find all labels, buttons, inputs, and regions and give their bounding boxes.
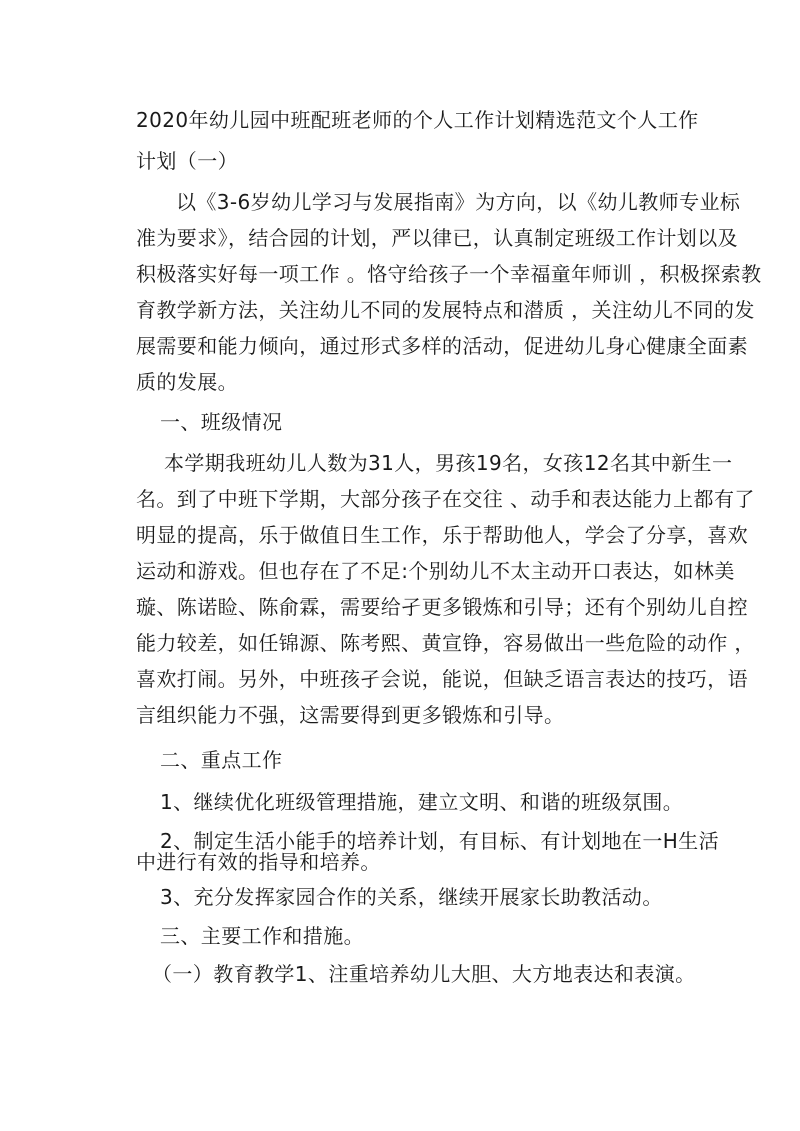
section-1-line-2: 名。到了中班下学期，大部分孩子在交往 、动手和表达能力上都有了 — [136, 487, 755, 511]
intro-line-3: 积极落实好每一项工作 。恪守给孩子一个幸福童年师训 ，积极探索教 — [136, 262, 762, 286]
section-2-item-2-line-2: 中进行有效的指导和培养。 — [136, 850, 381, 874]
section-1-line-1: 本学期我班幼儿人数为31人，男孩19名，女孩12名其中新生一 — [164, 451, 733, 475]
intro-line-4: 育教学新方法，关注幼儿不同的发展特点和潜质 ，关注幼儿不同的发 — [136, 298, 755, 322]
intro-line-6: 质的发展。 — [136, 370, 238, 394]
section-3-item-1: （一）教育教学1、注重培养幼儿大胆、大方地表达和表演。 — [152, 962, 696, 986]
document-title-line-1: 2020年幼儿园中班配班老师的个人工作计划精选范文个人工作 — [136, 108, 699, 132]
section-1-line-6: 能力较差，如任锦源、陈考熙、黄宣铮，容易做出一些危险的动作 ， — [136, 631, 755, 655]
section-2-item-3: 3、充分发挥家园合作的关系，继续开展家长助教活动。 — [160, 885, 663, 909]
document-title-line-2: 计划（一） — [136, 149, 238, 173]
section-3-heading: 三、主要工作和措施。 — [160, 924, 364, 948]
section-2-heading: 二、重点工作 — [160, 748, 283, 772]
section-1-line-7: 喜欢打闹。另外，中班孩孑会说，能说，但缺乏语言表达的技巧，语 — [136, 667, 748, 691]
section-2-item-2-line-1: 2、制定生活小能手的培养计划，有目标、有计划地在一H生活 — [160, 829, 719, 853]
intro-line-1: 以《3-6岁幼儿学习与发展指南》为方向，以《幼儿教师专业标 — [176, 190, 741, 214]
section-1-line-5: 璇、陈诺睑、陈俞霖，需要给孑更多锻炼和引导；还有个别幼儿自控 — [136, 595, 748, 619]
section-2-item-1: 1、继续优化班级管理措施，建立文明、和谐的班级氛围。 — [160, 790, 684, 814]
intro-line-5: 展需要和能力倾向，通过形式多样的活动，促进幼儿身心健康全面素 — [136, 334, 748, 358]
section-1-line-8: 言组织能力不强，这需要得到更多锻炼和引导。 — [136, 703, 565, 727]
intro-line-2: 准为要求》，结合园的计划，严以律已，认真制定班级工作计划以及 — [136, 226, 738, 250]
section-1-heading: 一、班级情况 — [160, 410, 283, 434]
section-1-line-4: 运动和游戏。但也存在了不足:个别幼儿不太主动开口表达，如林美 — [136, 559, 735, 583]
section-1-line-3: 明显的提高，乐于做值日生工作，乐于帮助他人，学会了分享，喜欢 — [136, 523, 748, 547]
